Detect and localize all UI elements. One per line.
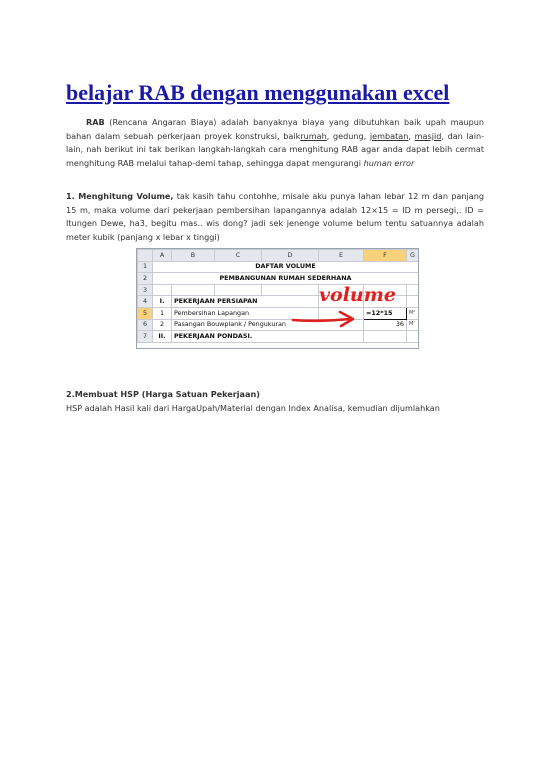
cell-b5[interactable]: Pembersihan Lapangan <box>172 307 319 319</box>
cell-g5[interactable]: M² <box>407 307 419 319</box>
intro-sep-2: , <box>408 130 415 141</box>
cell-a7[interactable]: II. <box>153 331 172 343</box>
intro-text-1: (Rencana Angaran Biaya) adalah banyaknya biaya yang dibutuhkan baik upah maupun bahan dalam sebuah perkerjaan proyek konstruksi, baik <box>66 117 484 141</box>
sheet-subtitle-cell[interactable]: PEMBANGUNAN RUMAH SEDERHANA <box>153 273 419 285</box>
step2-paragraph <box>66 388 484 415</box>
cell-b6[interactable]: Pasangan Bouwplank / Pengukuran <box>172 319 364 331</box>
link-rumah[interactable]: rumah <box>300 130 327 141</box>
row-header[interactable]: 6 <box>138 319 153 331</box>
column-header-e[interactable]: E <box>319 250 364 262</box>
row-header[interactable]: 3 <box>138 284 153 296</box>
intro-sep-1: , gedung, <box>326 130 370 141</box>
cell-a6[interactable]: 2 <box>153 319 172 331</box>
row-header[interactable]: 5 <box>138 307 153 319</box>
red-arrow-icon <box>293 312 353 326</box>
step2-heading: 2.Membuat HSP (Harga Satuan Pekerjaan) <box>66 389 260 399</box>
link-jembatan[interactable]: jembatan <box>369 130 409 141</box>
cell-f6[interactable]: 36 <box>364 319 407 331</box>
column-header-g[interactable]: G <box>407 250 419 262</box>
step1-heading: 1. Menghitung Volume, <box>66 191 174 201</box>
active-cell-f5[interactable]: =12*15 <box>364 307 407 319</box>
column-header-d[interactable]: D <box>262 250 319 262</box>
volume-handwritten-annotation: volume <box>319 284 396 306</box>
row-header[interactable]: 1 <box>138 261 153 273</box>
row-header[interactable]: 7 <box>138 331 153 343</box>
step1-paragraph <box>66 190 484 244</box>
cell-a4[interactable]: I. <box>153 296 172 308</box>
annotation-overlay <box>137 249 418 348</box>
row-header[interactable]: 2 <box>138 273 153 285</box>
cell-g6[interactable]: M' <box>407 319 419 331</box>
row-header[interactable]: 4 <box>138 296 153 308</box>
spreadsheet-screenshot <box>136 248 419 349</box>
column-header-a[interactable]: A <box>153 250 172 262</box>
human-error-term: human error <box>363 157 415 168</box>
cell-b4[interactable]: PEKERJAAN PERSIAPAN <box>172 296 319 308</box>
step1-text: tak kasih tahu contohhe, misale aku punya lahan lebar 12 m dan panjang 15 m, maka volume dari pekerjaan pembersihan lapangannya adalah 12×15 = ID m persegi,. ID = Itungen Dewe, ha3, begitu mas.. wis dong? jadi sek jenenge volume belum tentu satuannya adalah meter kubik (panjang x lebar x tinggi) <box>66 191 484 242</box>
column-header-f[interactable]: F <box>364 250 407 262</box>
intro-paragraph <box>66 116 484 170</box>
rab-term: RAB <box>86 117 105 127</box>
link-masjid[interactable]: masjid <box>414 130 442 141</box>
cell-b7[interactable]: PEKERJAAN PONDASI. <box>172 331 364 343</box>
cell-a5[interactable]: 1 <box>153 307 172 319</box>
column-header-c[interactable]: C <box>215 250 262 262</box>
sheet-title-cell[interactable]: DAFTAR VOLUME <box>153 261 419 273</box>
column-header-b[interactable]: B <box>172 250 215 262</box>
step2-text: HSP adalah Hasil kali dari HargaUpah/Material dengan Index Analisa, kemudian dijumlahkan <box>66 402 440 413</box>
intro-text-2: , dan lain-lain, nah berikut ini tak berikan langkah-langkah cara menghitung RAB agar anda dapat lebih cermat menghitung RAB melalui tahap-demi tahap, sehingga dapat mengurangi <box>66 130 484 168</box>
page-title[interactable]: belajar RAB dengan menggunakan excel <box>66 80 450 105</box>
